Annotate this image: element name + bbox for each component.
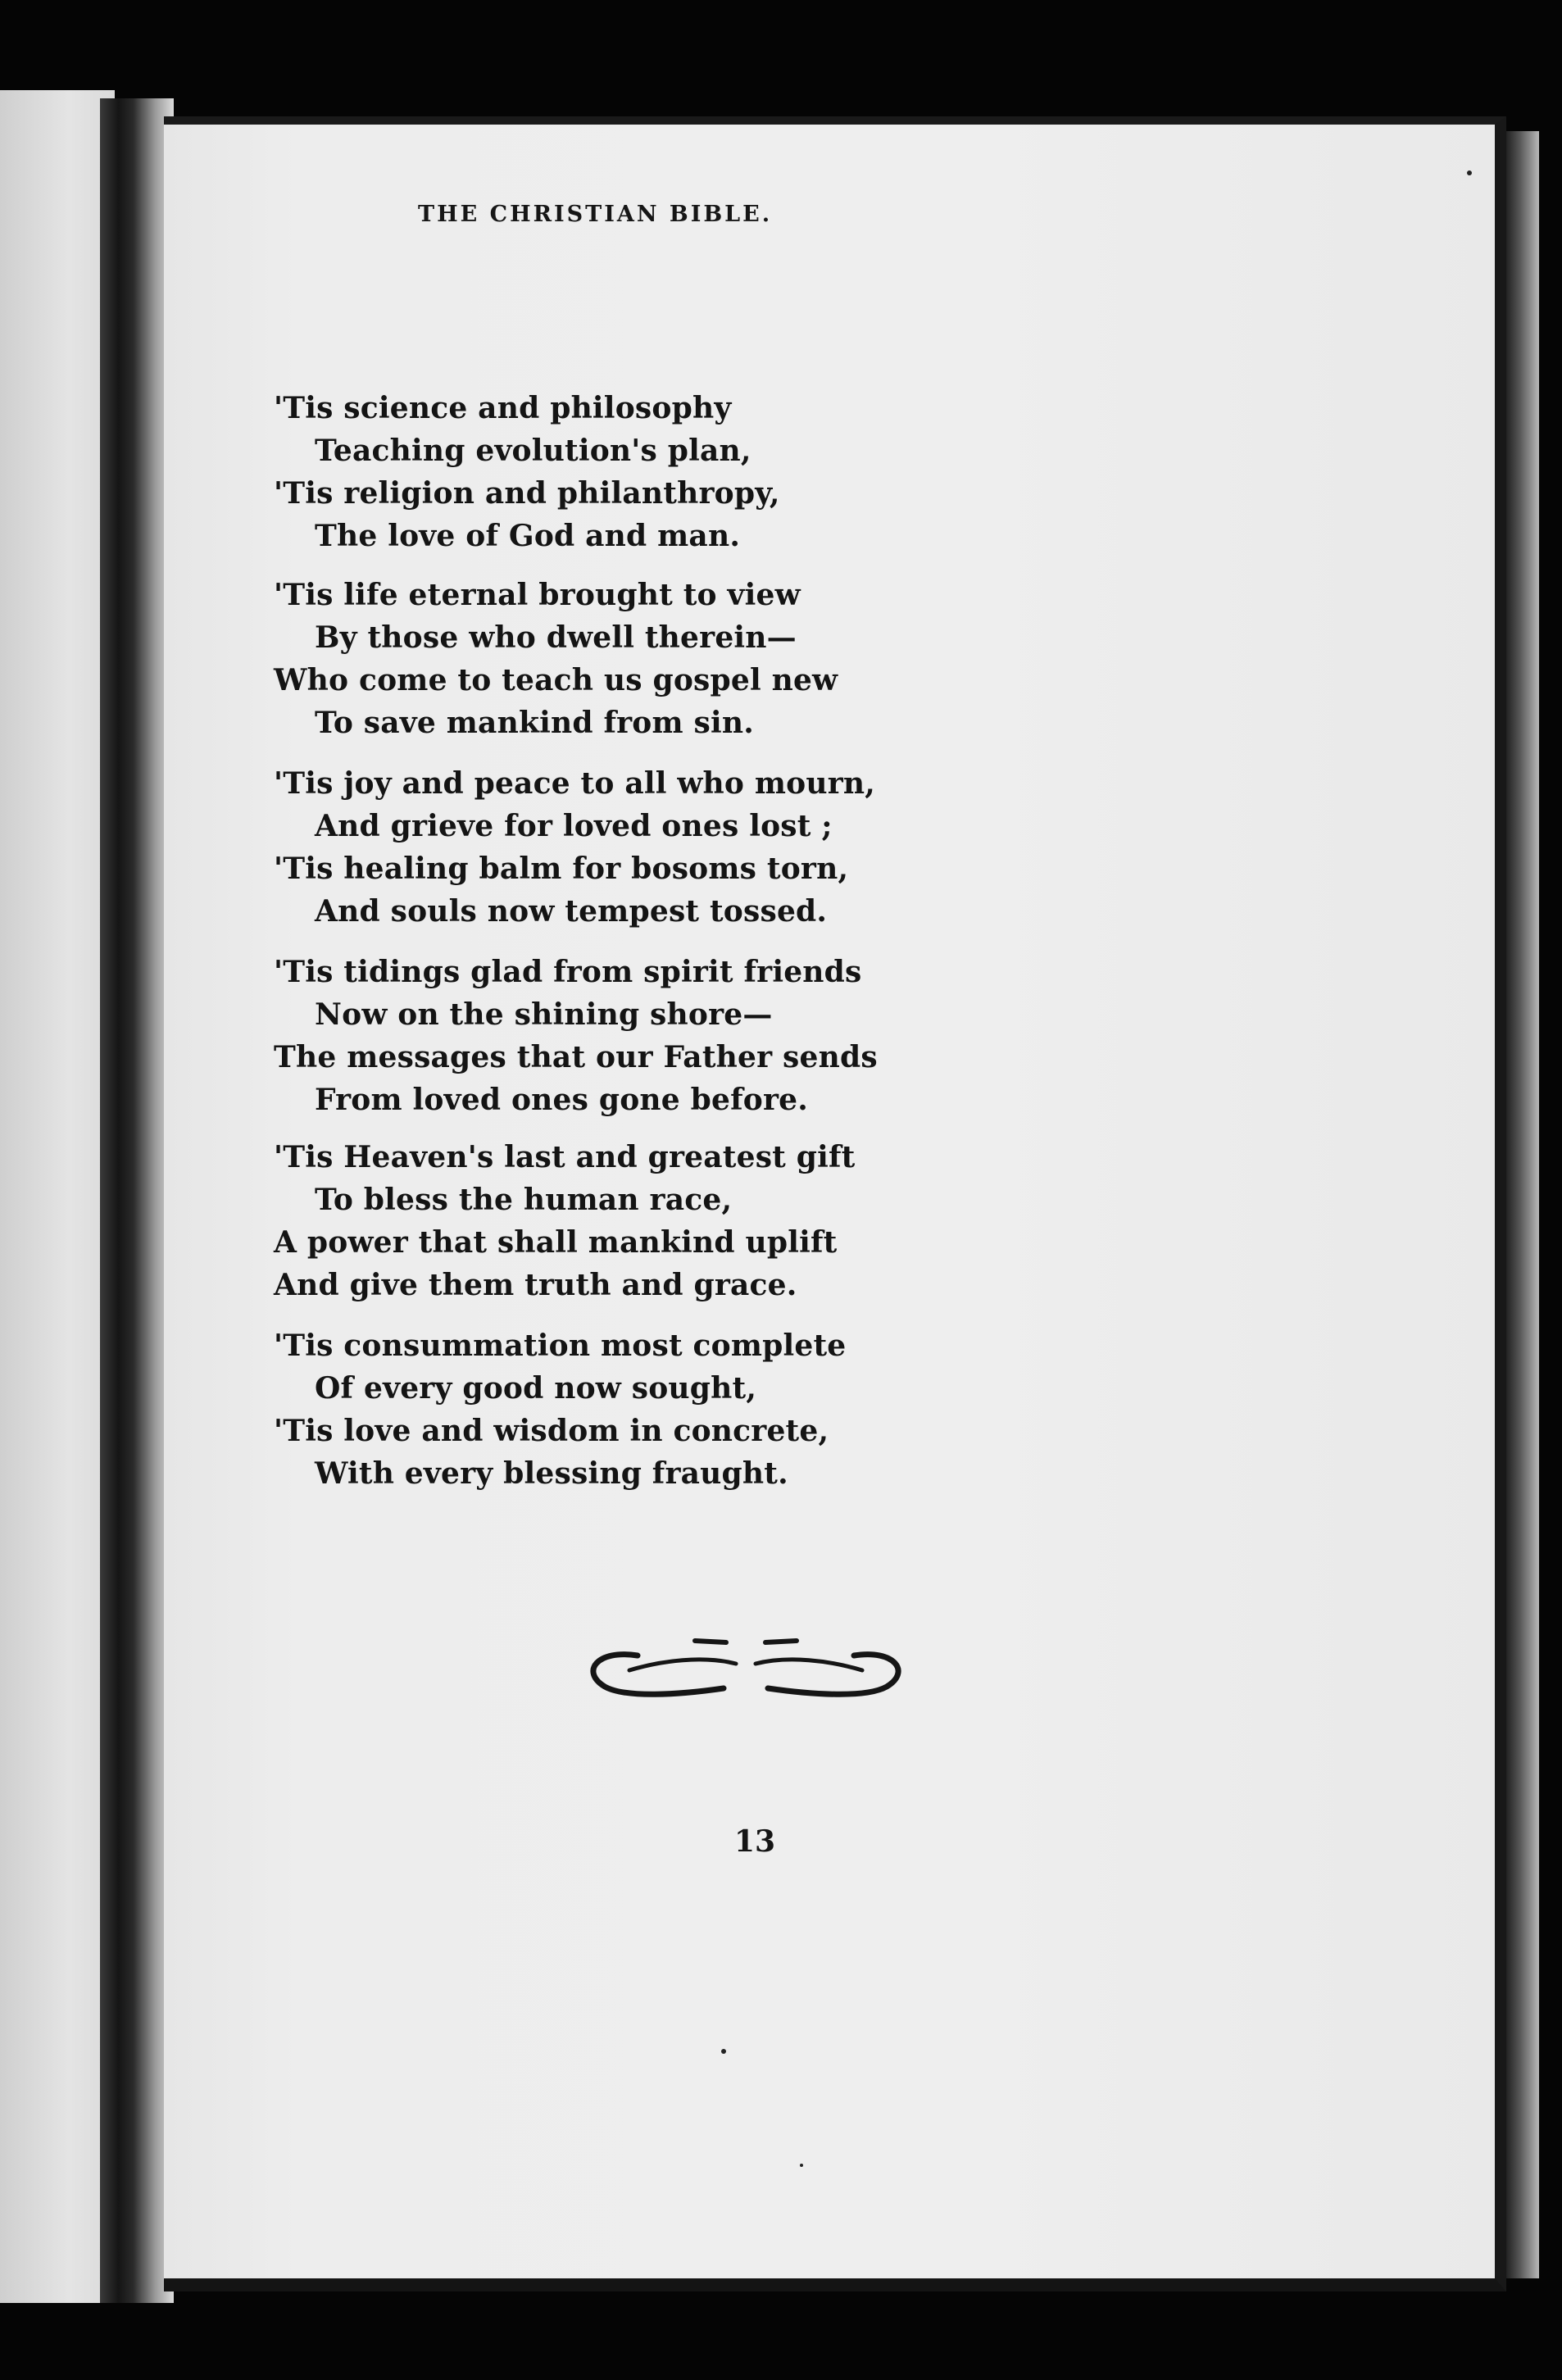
poem-line: 'Tis Heaven's last and greatest gift <box>274 1140 856 1174</box>
scroll-flourish-icon <box>580 1631 911 1705</box>
stanza-4 <box>274 951 1093 1121</box>
poem-line: 'Tis tidings glad from spirit friends <box>274 955 862 989</box>
poem-title: THE CHRISTIAN BIBLE. <box>418 202 773 227</box>
poem-line: From loved ones gone before. <box>315 1083 809 1117</box>
poem-line: Now on the shining shore— <box>315 997 773 1032</box>
poem-line: 'Tis joy and peace to all who mourn, <box>274 766 875 801</box>
stanza-1 <box>274 387 1093 557</box>
poem-line: 'Tis love and wisdom in concrete, <box>274 1414 829 1448</box>
poem-line: 'Tis life eternal brought to view <box>274 578 801 612</box>
book-gutter <box>100 98 174 2303</box>
poem-line: 'Tis healing balm for bosoms torn, <box>274 852 849 886</box>
scan-speck <box>721 2049 726 2054</box>
stanza-6 <box>274 1324 1093 1495</box>
facing-page-edge <box>0 90 115 2303</box>
poem-line: And grieve for loved ones lost ; <box>315 809 833 843</box>
poem-line: 'Tis science and philosophy <box>274 391 732 425</box>
poem-line: 'Tis religion and philanthropy, <box>274 476 780 511</box>
poem-line: The messages that our Father sends <box>274 1040 878 1074</box>
poem-line: Who come to teach us gospel new <box>274 663 838 697</box>
stanza-3 <box>274 762 1093 933</box>
poem-line: By those who dwell therein— <box>315 620 797 655</box>
poem-line: A power that shall mankind uplift <box>274 1225 838 1260</box>
poem-line: The love of God and man. <box>315 519 741 553</box>
poem-line: Teaching evolution's plan, <box>315 434 751 468</box>
stanza-5 <box>274 1136 1093 1306</box>
scan-speck <box>800 2164 803 2167</box>
poem-line: With every blessing fraught. <box>315 1456 788 1491</box>
poem-line: And souls now tempest tossed. <box>315 894 828 929</box>
poem-line: 'Tis consummation most complete <box>274 1329 847 1363</box>
scan-speck <box>1467 170 1472 175</box>
page-number: 13 <box>734 1824 776 1859</box>
page-right-edge <box>1506 131 1539 2278</box>
stanza-2 <box>274 574 1093 744</box>
poem-line: And give them truth and grace. <box>274 1268 797 1302</box>
poem-line: To save mankind from sin. <box>315 706 754 740</box>
poem-line: Of every good now sought, <box>315 1371 757 1406</box>
poem-line: To bless the human race, <box>315 1183 733 1217</box>
